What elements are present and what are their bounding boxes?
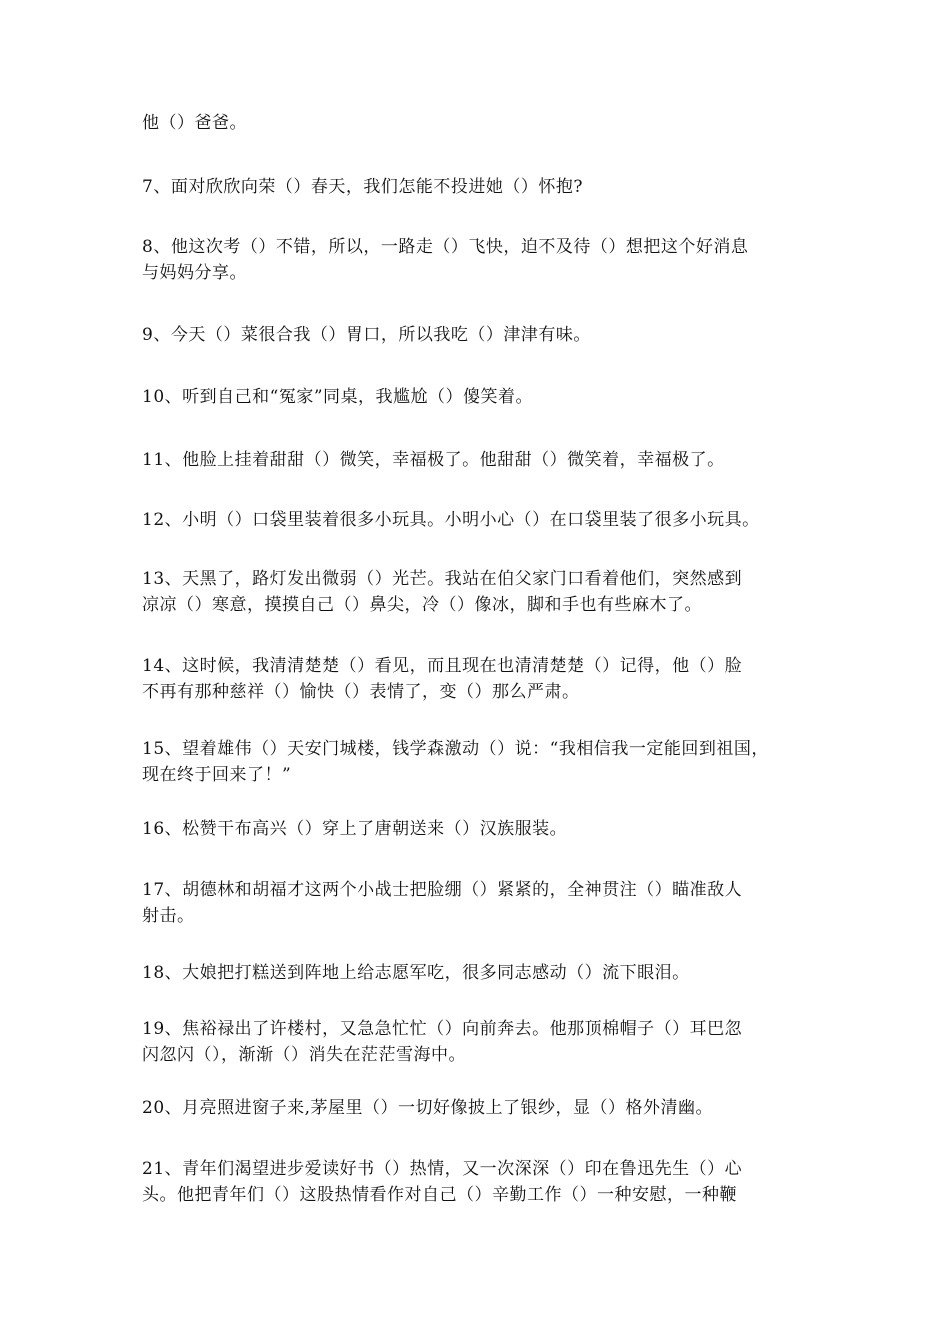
text-line: 8、他这次考（）不错，所以，一路走（）飞快，迫不及待（）想把这个好消息 bbox=[142, 237, 749, 257]
text-line: 与妈妈分享。 bbox=[142, 263, 247, 283]
text-line: 7、面对欣欣向荣（）春天，我们怎能不投进她（）怀抱? bbox=[142, 177, 583, 197]
text-line: 13、天黑了，路灯发出微弱（）光芒。我站在伯父家门口看着他们，突然感到 bbox=[142, 569, 743, 589]
text-line: 19、焦裕禄出了许楼村，又急急忙忙（）向前奔去。他那顶棉帽子（）耳巴忽 bbox=[142, 1019, 743, 1039]
text-line: 凉凉（）寒意，摸摸自己（）鼻尖，冷（）像冰，脚和手也有些麻木了。 bbox=[142, 595, 702, 615]
text-line: 18、大娘把打糕送到阵地上给志愿军吃，很多同志感动（）流下眼泪。 bbox=[142, 963, 690, 983]
text-line: 16、松赞干布高兴（）穿上了唐朝送来（）汉族服装。 bbox=[142, 819, 568, 839]
text-line: 现在终于回来了！” bbox=[142, 765, 292, 785]
text-line: 射击。 bbox=[142, 906, 195, 926]
text-line: 头。他把青年们（）这股热情看作对自己（）辛勤工作（）一种安慰，一种鞭 bbox=[142, 1185, 737, 1205]
text-line: 20、月亮照进窗子来,茅屋里（）一切好像披上了银纱，显（）格外清幽。 bbox=[142, 1098, 714, 1118]
text-line: 17、胡德林和胡福才这两个小战士把脸绷（）紧紧的，全神贯注（）瞄准敌人 bbox=[142, 880, 743, 900]
text-line: 15、望着雄伟（）天安门城楼，钱学森激动（）说：“我相信我一定能回到祖国， bbox=[142, 739, 769, 759]
text-line: 不再有那种慈祥（）愉快（）表情了，变（）那么严肃。 bbox=[142, 682, 580, 702]
text-line: 10、听到自己和“冤家”同桌，我尴尬（）傻笑着。 bbox=[142, 387, 534, 407]
text-line: 他（）爸爸。 bbox=[142, 113, 247, 133]
text-line: 21、青年们渴望进步爱读好书（）热情，又一次深深（）印在鲁迅先生（）心 bbox=[142, 1159, 743, 1179]
text-line: 闪忽闪（），渐渐（）消失在茫茫雪海中。 bbox=[142, 1045, 466, 1065]
text-line: 11、他脸上挂着甜甜（）微笑，幸福极了。他甜甜（）微笑着，幸福极了。 bbox=[142, 450, 725, 470]
text-line: 14、这时候，我清清楚楚（）看见，而且现在也清清楚楚（）记得，他（）脸 bbox=[142, 656, 743, 676]
text-line: 9、今天（）菜很合我（）胃口，所以我吃（）津津有味。 bbox=[142, 325, 591, 345]
text-line: 12、小明（）口袋里装着很多小玩具。小明小心（）在口袋里装了很多小玩具。 bbox=[142, 510, 760, 530]
